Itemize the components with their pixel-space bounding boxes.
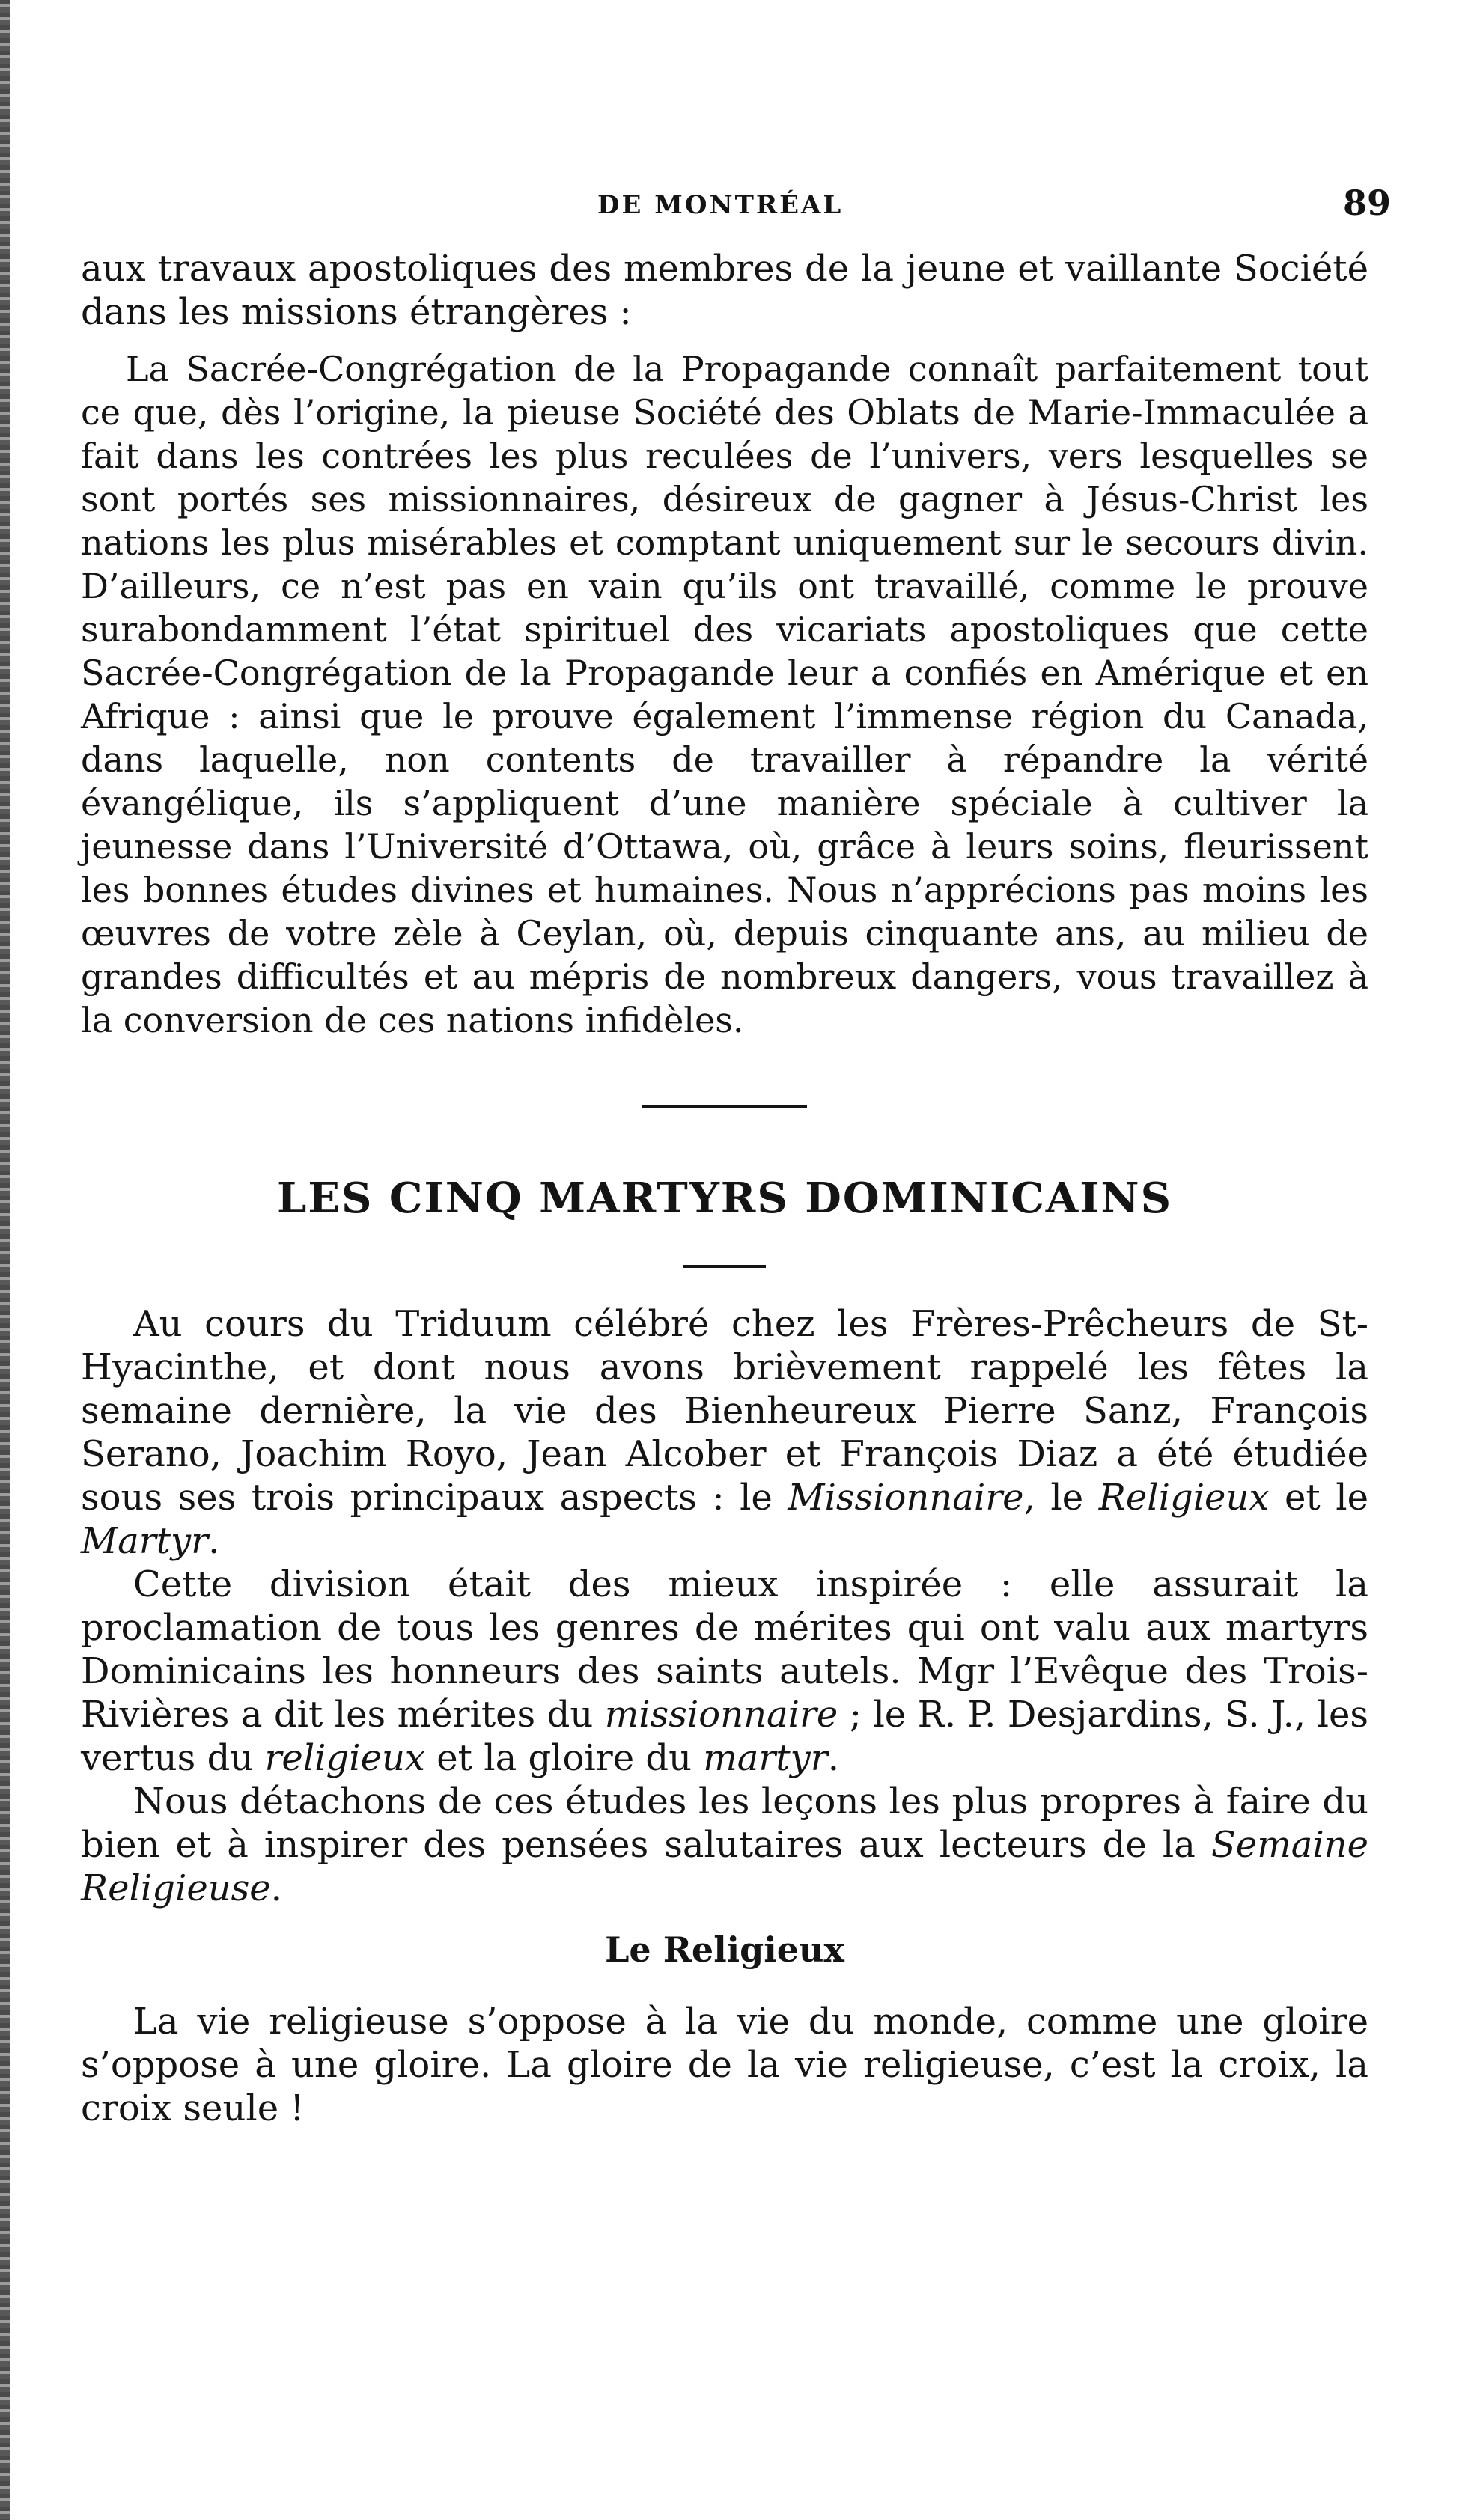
running-title: DE MONTRÉAL [597,190,844,220]
italic-term: Martyr [81,1520,209,1562]
italic-term: martyr [703,1737,828,1779]
italic-journal-name: Semaine Religieuse [81,1824,1368,1909]
separator: . [208,1520,220,1562]
separator: , le [1023,1477,1099,1519]
paragraph-lessons [81,1780,1368,1910]
quoted-letter-paragraph: La Sacrée-Congrégation de la Propagande connaît parfaitement tout ce que, dès l’origine, la pieuse Société des Oblats de Marie-Immaculée a fait dans les contrées les plus reculées de l’univers, vers lesquelles se sont portés ses missionnaires, désireux de gagner à Jésus-Christ les nations les plus misérables et comptant uniquement sur le secours divin. D’ailleurs, ce n’est pas en vain qu’ils ont travaillé, comme le prouve surabondamment l’état spirituel des vicariats apostoliques que cette Sacrée-Congrégation de la Propagande leur a confiés en Amérique et en Afrique : ainsi que le prouve également l’immense région du Canada, dans laquelle, non contents de travailler à répandre la vérité évangélique, ils s’appliquent d’une manière spéciale à cultiver la jeunesse dans l’Université d’Ottawa, où, grâce à leurs soins, fleurissent les bonnes études divines et humaines. Nous n’apprécions pas moins les œuvres de votre zèle à Ceylan, où, depuis cinquante ans, au milieu de grandes difficultés et au mépris de nombreux dangers, vous travaillez à la conversion de ces nations infidèles. [81,349,1368,1040]
title-underline-rule [683,1265,766,1268]
paragraph-division [81,1563,1368,1780]
italic-term: Missionnaire [788,1477,1024,1519]
paragraph-text: et la gloire du [425,1737,704,1779]
separator: . [270,1867,282,1909]
section-title: LES CINQ MARTYRS DOMINICAINS [276,1174,1173,1223]
page-edge-shadow [0,0,10,2520]
separator: . [827,1737,839,1779]
page [81,180,1391,2130]
paragraph-text: Cette division était des mieux inspirée : elle assurait la proclamation de tous les genres de mérites qui ont valu aux martyrs Dominicains les honneurs des saints autels. Mgr l’Evêque des Trois-Rivières a dit les mérites du [81,1563,1368,1736]
page-number: 89 [1342,183,1391,223]
italic-term: religieux [264,1737,425,1779]
subheading-religieux: Le Religieux [605,1929,844,1970]
intro-paragraph: aux travaux apostoliques des membres de la jeune et vaillante Société dans les missions étrangères : [81,248,1368,333]
section-divider [642,1105,807,1108]
paragraph-triduum [81,1302,1368,1563]
paragraph-text: Nous détachons de ces études les leçons les plus propres à faire du bien et à inspirer des pensées salutaires aux lecteurs de la [81,1781,1368,1866]
article-body [81,1302,1368,2130]
paragraph-text: ; le R. P. Desjardins, S. J., les vertus du [81,1694,1368,1779]
italic-term: Religieux [1098,1477,1270,1519]
separator: et le [1269,1477,1369,1519]
paragraph-text: Au cours du Triduum célébré chez les Frères-Prêcheurs de St-Hyacinthe, et dont nous avons brièvement rappelé les fêtes la semaine dernière, la vie des Bienheureux Pierre Sanz, François Serano, Joachim Royo, Jean Alcober et François Diaz a été étudiée sous ses trois principaux aspects : le [81,1303,1368,1519]
paragraph-religious-life: La vie religieuse s’oppose à la vie du monde, comme une gloire s’oppose à une gloire. La gloire de la vie religieuse, c’est la croix, la croix seule ! [81,2001,1368,2129]
running-head [81,180,1391,225]
italic-term: missionnaire [604,1694,838,1736]
